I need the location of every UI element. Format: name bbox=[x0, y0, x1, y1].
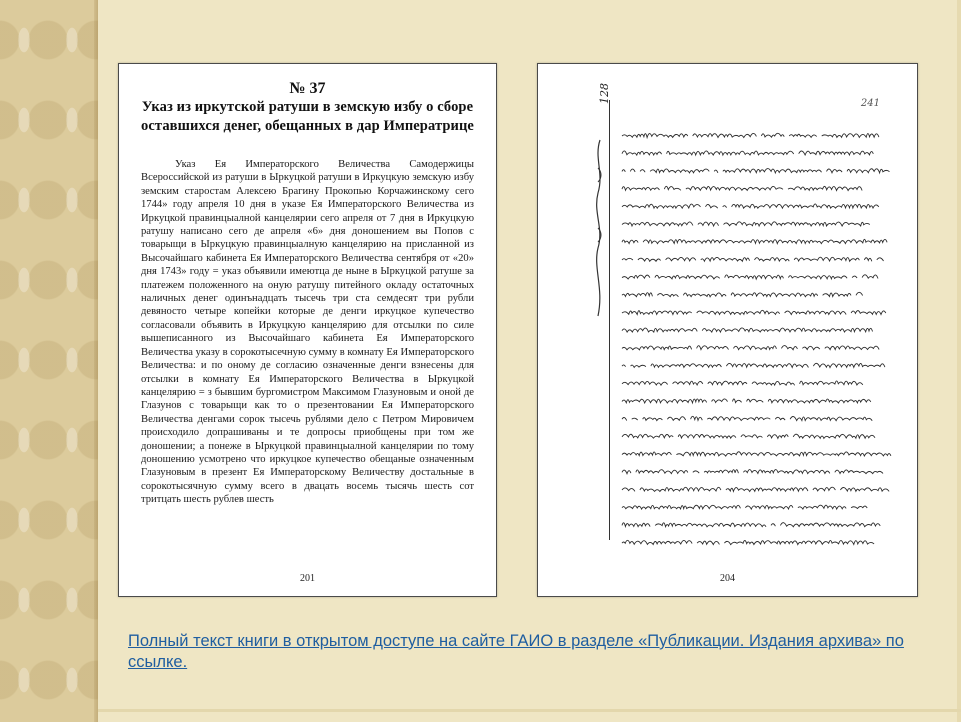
slide-bottom-line bbox=[98, 709, 961, 712]
handwriting-line bbox=[622, 452, 891, 456]
handwriting-line bbox=[622, 151, 873, 155]
handwriting-line bbox=[622, 222, 870, 226]
page-number-left: 201 bbox=[300, 573, 315, 584]
handwriting-line bbox=[622, 470, 888, 474]
handwriting-line bbox=[622, 239, 892, 243]
handwriting-line bbox=[622, 381, 868, 385]
handwriting-line bbox=[622, 186, 867, 190]
handwriting-line bbox=[622, 399, 871, 403]
handwriting-line bbox=[622, 310, 886, 314]
handwriting-line bbox=[622, 292, 868, 296]
full-text-link[interactable]: Полный текст книги в открытом доступе на сайте ГАИО в разделе «Публикации. Издания архива» по ссылке. bbox=[128, 632, 904, 671]
document-title: Указ из иркутской ратуши в земскую избу о сборе оставшихся денег, обещанных в дар Императрице bbox=[141, 99, 474, 134]
handwriting-line bbox=[622, 204, 879, 208]
handwriting-line bbox=[622, 416, 872, 420]
handwriting-line bbox=[622, 328, 873, 332]
manuscript-image bbox=[568, 78, 898, 550]
printed-page bbox=[118, 63, 497, 597]
ornamental-border bbox=[0, 0, 98, 722]
slide-right-edge bbox=[957, 0, 961, 722]
manuscript-handwriting bbox=[620, 124, 895, 554]
handwriting-line bbox=[622, 257, 884, 261]
handwriting-line bbox=[622, 434, 875, 438]
manuscript-folio-number: 128 bbox=[598, 83, 611, 104]
handwriting-line bbox=[622, 487, 889, 491]
manuscript-margin-rule bbox=[609, 100, 610, 540]
document-body-text: Указ Ея Императорского Величества Самодержицы Всероссийской из ратуши в Ыркуцкой ратуши в Иркуцкую земскую избу земским старостам Алексею Брагину Прокопью Корчажинскому сего 1744» году апреля 10 дня в указе Ея Императорского Величества из Иркуцкой правинцыалной канцелярии сего апреля от 7 дня в Иркуцкую ратушу написано сего де апреля «6» дня доношением вы Попов с товарыщи в Ыркуцкую правинцыалную канцелярию на присланной из Высочайшаго кабинета Ея Императорского Величества сентября от «20» дня 1743» году = указ объявили имеютца де ныне в Ыркуцкой ратуше за платежем положенного на оную ратушу питейного окладу остаточных наличных денег одинънадцать тысечь три ста семдесят три рубли девяносто четыре копейки которые де денги иркуцкое купечество согласовали объявить в Иркуцкую канцелярию для отсылки по силе вышеписанного из Высочайшаго кабинета Ея Императорского Величества указу в сорокотысечную сумму в комнату Ея Императорского Величества: и по оному де согласию означенные денги взнесены для отсылки в комнату Ея Императорского Величества в Ыркуцкой канцелярию = з бывшим бургомистром Максимом Глазуновым и оной де Глазунов с товарыщи как то о презентовании Ея Императорского Величества денгами сорок тысечь рублями дело с Петром Мировичем происходило допрашиваны и те допросы приобщены при том же доношении; а понеже в Ыркуцкой правинцыалной канцелярии по тому доношению усмотрено что иркуцкое купечество обещаные означенным Глазуновым в презент Ея Императорскому Величеству достальные в сорокотысячную сумму всего в двацать восемь тысячь шесть сот тритцать шесть рублев шесть bbox=[141, 159, 474, 506]
handwriting-line bbox=[622, 346, 879, 350]
handwriting-line bbox=[622, 540, 874, 544]
handwriting-line bbox=[622, 275, 883, 279]
manuscript-flourish-icon bbox=[592, 138, 606, 318]
manuscript-corner-mark: 241 bbox=[860, 98, 880, 109]
handwriting-line bbox=[622, 523, 880, 527]
handwriting-line bbox=[622, 169, 890, 173]
handwriting-line bbox=[622, 133, 884, 137]
document-number: № 37 bbox=[289, 80, 326, 97]
manuscript-page-scan bbox=[537, 63, 918, 597]
handwriting-line bbox=[622, 363, 885, 367]
page-number-right: 204 bbox=[720, 573, 735, 584]
handwriting-line bbox=[622, 505, 867, 509]
